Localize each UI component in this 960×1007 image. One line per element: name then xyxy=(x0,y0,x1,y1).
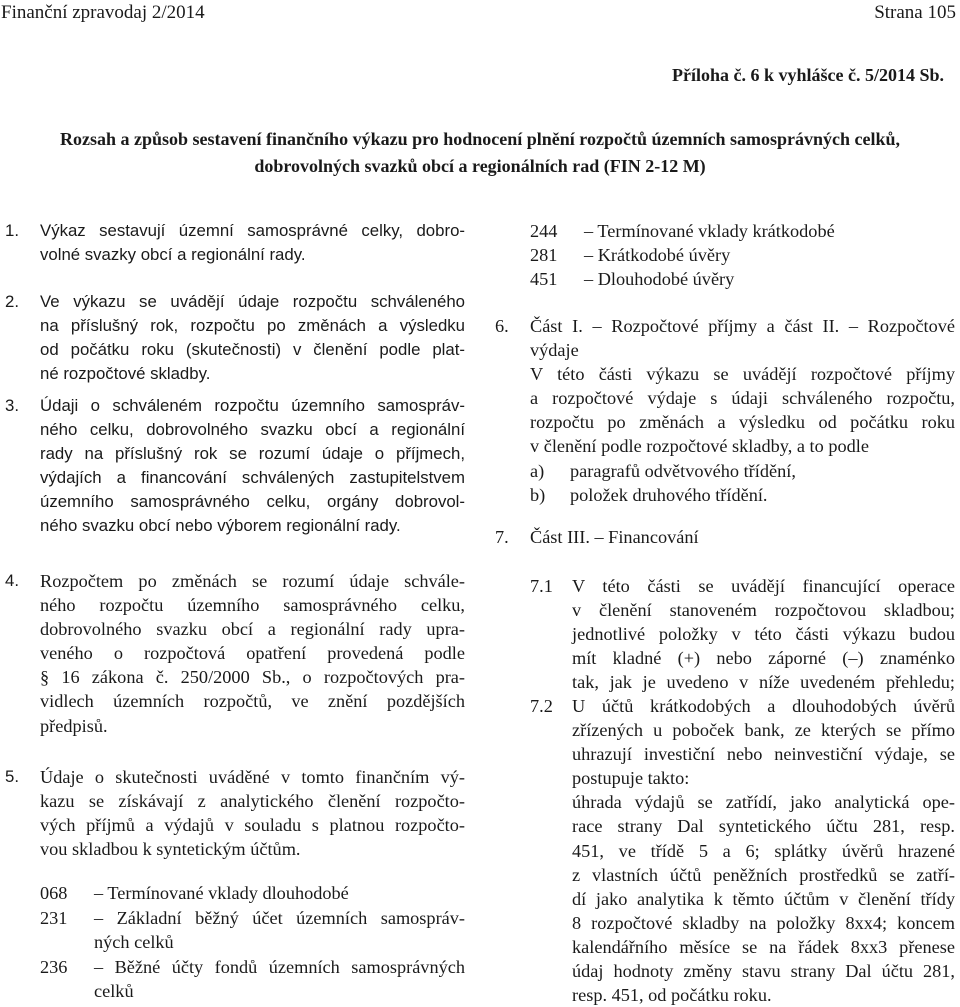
paragraph-line: Výkaz sestavují územní samosprávné celky, dobro- xyxy=(40,221,465,240)
paragraph-5 xyxy=(5,765,465,861)
title-line-2: dobrovolných svazků obcí a regionálních rad (FIN 2-12 M) xyxy=(254,156,706,176)
account-code: 244 xyxy=(530,221,558,241)
publication-name: Finanční zpravodaj 2/2014 xyxy=(1,2,205,23)
paragraph-4 xyxy=(5,569,465,738)
paragraph-line: resp. 451, od počátku roku. xyxy=(572,985,772,1006)
paragraph-line: kazu se získávají z analytického členění rozpočto- xyxy=(40,791,465,812)
paragraph-number: 3. xyxy=(5,396,19,415)
paragraph-number: 1. xyxy=(5,221,19,240)
paragraph-number: 7. xyxy=(495,527,509,547)
paragraph-line: kalendářního měsíce se na řádek 8xx3 přenese xyxy=(572,936,955,957)
paragraph-line: ného svazku obcí nebo výborem regionální rady. xyxy=(40,516,401,536)
paragraph-line: ného rozpočtu územního samosprávného celku, xyxy=(40,595,465,616)
paragraph-line: vidlech územních rozpočtů, ve znění pozdějších xyxy=(40,691,465,712)
paragraph-line: Údaji o schváleném rozpočtu územního samospráv- xyxy=(40,396,465,415)
subsection-number: 7.2 xyxy=(530,696,553,716)
paragraph-number: 2. xyxy=(5,292,19,311)
paragraph-line: a rozpočtové výdaje s údaji schváleného rozpočtu, xyxy=(530,388,955,409)
account-description: celků xyxy=(94,981,134,1001)
paragraph-line: veného o rozpočtová opatření provedená podle xyxy=(40,643,465,664)
paragraph-line: né rozpočtové skladby. xyxy=(40,364,211,384)
list-item xyxy=(530,483,955,507)
paragraph-6 xyxy=(495,314,955,507)
account-description: – Základní běžný účet územních samospráv- xyxy=(94,908,465,928)
paragraph-7 xyxy=(495,525,955,549)
subsection-7-1 xyxy=(530,574,955,694)
paragraph-line: V této části výkazu se uvádějí rozpočtové příjmy xyxy=(530,364,955,385)
list-item xyxy=(530,459,955,483)
paragraph-line: jednotlivé položky v této části výkazu budou xyxy=(572,624,955,645)
account-description: – Termínované vklady dlouhodobé xyxy=(94,883,349,903)
account-description: – Dlouhodobé úvěry xyxy=(584,269,735,289)
paragraph-line: § 16 zákona č. 250/2000 Sb., o rozpočtových pra- xyxy=(40,667,465,688)
paragraph-line: vou skladbou k syntetickým účtům. xyxy=(40,839,301,860)
account-code: 231 xyxy=(40,908,68,928)
annex-label: Příloha č. 6 k vyhlášce č. 5/2014 Sb. xyxy=(671,65,944,85)
paragraph-line: U účtů krátkodobých a dlouhodobých úvěrů xyxy=(572,696,955,716)
account-code: 451 xyxy=(530,269,558,289)
paragraph-line: na příslušný rok, rozpočtu po změnách a výsledku xyxy=(40,316,465,336)
list-item-label: a) xyxy=(530,460,545,481)
subsection-number: 7.1 xyxy=(530,576,553,596)
paragraph-line: tak, jak je uvedeno v níže uvedeném přehledu; xyxy=(572,672,955,693)
paragraph-line: 451, ve třídě 5 a 6; splátky úvěrů hrazené xyxy=(572,840,955,861)
paragraph-heading: Část I. – Rozpočtové příjmy a část II. – Rozpočtové xyxy=(530,316,955,336)
paragraph-line: úhrada výdajů se zatřídí, jako analytická ope- xyxy=(572,792,955,813)
paragraph-line: v členění podle rozpočtové skladby, a to podle xyxy=(530,436,869,457)
paragraph-line: uhrazují investiční nebo neinvestiční výdaje, se xyxy=(572,744,955,765)
paragraph-heading: Část III. – Financování xyxy=(530,527,699,547)
paragraph-line: předpisů. xyxy=(40,715,108,736)
page-number: Strana 105 xyxy=(874,2,956,23)
title-line-1: Rozsah a způsob sestavení finančního výkazu pro hodnocení plnění rozpočtů územních samosprávných celků, xyxy=(60,129,900,149)
document-title xyxy=(0,126,960,180)
paragraph-line: dí jako analytika k těmto účtům v členění třídy xyxy=(572,888,955,909)
account-list-left xyxy=(40,881,465,1001)
account-code: 281 xyxy=(530,245,558,265)
paragraph-line: Rozpočtem po změnách se rozumí údaje schvále- xyxy=(40,571,465,591)
paragraph-line: výdajích a financování schválených zastupitelstvem xyxy=(40,468,465,488)
paragraph-line: vých příjmů a výdajů v souladu s platnou rozpočto- xyxy=(40,815,465,836)
subsection-7-2 xyxy=(530,694,955,1007)
account-description: – Termínované vklady krátkodobé xyxy=(584,221,835,241)
paragraph-line: 8 rozpočtové skladby na položky 8xx4; koncem xyxy=(572,912,955,933)
paragraph-line: volné svazky obcí a regionální rady. xyxy=(40,245,306,265)
paragraph-line: dobrovolného svazku obcí a regionální rady upra- xyxy=(40,619,465,640)
paragraph-line: ného celku, dobrovolného svazku obcí a regionální xyxy=(40,420,465,440)
paragraph-2 xyxy=(5,290,465,386)
paragraph-number: 5. xyxy=(5,767,19,786)
paragraph-line: mít kladné (+) nebo záporné (–) znaménko xyxy=(572,648,955,669)
account-list-right xyxy=(530,219,955,294)
account-code: 236 xyxy=(40,957,68,977)
paragraph-line: postupuje takto: xyxy=(572,768,690,789)
account-description: – Běžné účty fondů územních samosprávných xyxy=(94,957,465,977)
paragraph-heading: výdaje xyxy=(530,340,579,361)
paragraph-line: race strany Dal syntetického účtu 281, resp. xyxy=(572,816,955,837)
list-item-text: paragrafů odvětvového třídění, xyxy=(570,460,796,481)
paragraph-line: územního samosprávného celku, orgány dobrovol- xyxy=(40,492,465,512)
account-code: 068 xyxy=(40,883,68,903)
paragraph-number: 6. xyxy=(495,316,509,336)
paragraph-number: 4. xyxy=(5,571,19,590)
paragraph-line: z vlastních účtů peněžních prostředků se zatří- xyxy=(572,864,955,885)
account-description: – Krátkodobé úvěry xyxy=(584,245,731,265)
paragraph-line: údaj hodnoty změny stavu strany Dal účtu 281, xyxy=(572,961,955,982)
list-item-text: položek druhového třídění. xyxy=(570,484,768,505)
paragraph-line: v členění stanoveném rozpočtovou skladbou; xyxy=(572,600,955,621)
paragraph-line: rozpočtu po změnách a výsledku od počátku roku xyxy=(530,412,955,433)
paragraph-line: od počátku roku (skutečnosti) v členění podle plat- xyxy=(40,340,465,360)
paragraph-line: Údaje o skutečnosti uváděné v tomto finančním vý- xyxy=(40,767,465,787)
list-item-label: b) xyxy=(530,484,546,505)
account-description: ných celků xyxy=(94,932,174,952)
paragraph-3 xyxy=(5,394,465,539)
paragraph-line: rady na příslušný rok se rozumí údaje o příjmech, xyxy=(40,444,465,464)
paragraph-line: V této části se uvádějí financující operace xyxy=(572,576,955,596)
paragraph-line: zřízených u poboček bank, ze kterých se přímo xyxy=(572,720,955,741)
paragraph-1 xyxy=(5,219,465,267)
paragraph-line: Ve výkazu se uvádějí údaje rozpočtu schváleného xyxy=(40,292,465,311)
